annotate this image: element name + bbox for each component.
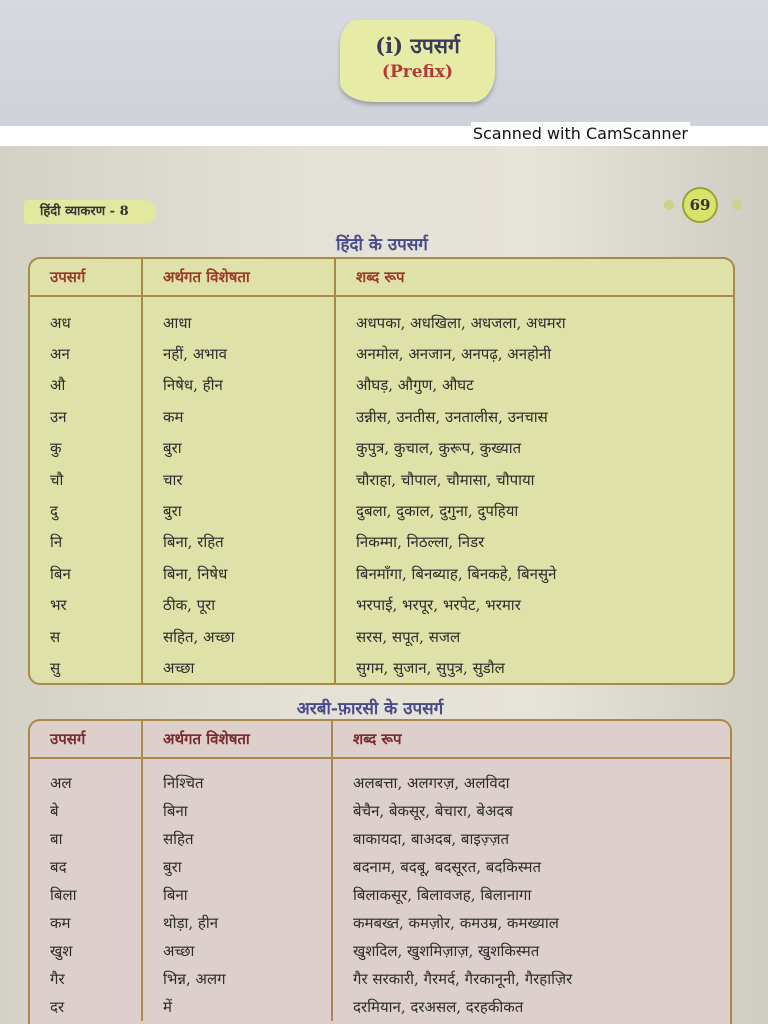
prefix-cell: दर: [50, 998, 65, 1016]
meaning-cell: निषेध, हीन: [142, 370, 335, 401]
table-row: [30, 993, 730, 1021]
prefix-cell: अन: [50, 345, 70, 364]
meaning-cell: भिन्न, अलग: [142, 965, 332, 993]
decorative-dot-icon: [732, 200, 742, 210]
meaning-cell: बिना, रहित: [142, 527, 335, 558]
meaning-cell: नहीं, अभाव: [142, 338, 335, 369]
words-cell: औघड़, औगुण, औघट: [335, 370, 733, 401]
table-header-row: [30, 259, 733, 296]
words-cell: निकम्मा, निठल्ला, निडर: [335, 527, 733, 558]
words-cell: अलबत्ता, अलगरज़, अलविदा: [332, 758, 730, 797]
words-cell: भरपाई, भरपूर, भरपेट, भरमार: [335, 590, 733, 621]
column-header-prefix: उपसर्ग: [30, 259, 142, 296]
prefix-cell: सु: [50, 658, 61, 677]
meaning-cell: बुरा: [142, 853, 332, 881]
table-row: [30, 909, 730, 937]
meaning-cell: बिना: [142, 797, 332, 825]
table-row: [30, 370, 733, 401]
prefix-cell: दु: [50, 502, 58, 521]
prefix-cell: चौ: [50, 470, 64, 489]
table-row: [30, 965, 730, 993]
prefix-cell: गैर: [50, 970, 65, 988]
meaning-cell: अच्छा: [142, 937, 332, 965]
table-row: [30, 652, 733, 683]
words-cell: बाकायदा, बाअदब, बाइज़्ज़त: [332, 825, 730, 853]
prefix-cell: भर: [50, 596, 67, 615]
words-cell: बेचैन, बेकसूर, बेचारा, बेअदब: [332, 797, 730, 825]
arabic-persian-prefix-table-title: अरबी-फ़ारसी के उपसर्ग: [296, 699, 444, 719]
prefix-heading-title: (i) उपसर्ग: [375, 33, 460, 58]
words-cell: सरस, सपूत, सजल: [335, 621, 733, 652]
scan-watermark-label: Scanned with CamScanner: [472, 124, 688, 143]
table-row: [30, 590, 733, 621]
meaning-cell: बुरा: [142, 433, 335, 464]
words-cell: बिनमाँगा, बिनब्याह, बिनकहे, बिनसुने: [335, 558, 733, 589]
table-row: [30, 495, 733, 526]
meaning-cell: निश्चित: [142, 758, 332, 797]
scan-watermark-bar: [0, 126, 768, 146]
table-row: [30, 296, 733, 338]
words-cell: बदनाम, बदबू, बदसूरत, बदकिस्मत: [332, 853, 730, 881]
table-row: [30, 401, 733, 432]
meaning-cell: चार: [142, 464, 335, 495]
prefix-cell: कम: [50, 914, 71, 932]
meaning-cell: ठीक, पूरा: [142, 590, 335, 621]
prefix-cell: बिन: [50, 564, 71, 583]
prefix-heading-subtitle: (Prefix): [381, 62, 454, 82]
meaning-cell: बुरा: [142, 495, 335, 526]
meaning-cell: थोड़ा, हीन: [142, 909, 332, 937]
prefix-cell: बे: [50, 802, 59, 820]
meaning-cell: सहित: [142, 825, 332, 853]
table-row: [30, 621, 733, 652]
prefix-heading-tag: [340, 20, 495, 102]
prefix-cell: अध: [50, 313, 71, 332]
column-header-prefix: उपसर्ग: [30, 721, 142, 758]
table-row: [30, 853, 730, 881]
words-cell: खुशदिल, खुशमिज़ाज़, खुशकिस्मत: [332, 937, 730, 965]
meaning-cell: आधा: [142, 296, 335, 338]
column-header-meaning: अर्थगत विशेषता: [142, 721, 332, 758]
prefix-cell: उन: [50, 407, 67, 426]
decorative-dot-icon: [664, 200, 674, 210]
arabic-persian-prefix-table: [28, 719, 732, 1024]
hindi-prefix-table-title: हिंदी के उपसर्ग: [336, 235, 428, 255]
prefix-cell: नि: [50, 533, 63, 552]
column-header-words: शब्द रूप: [332, 721, 730, 758]
table-row: [30, 433, 733, 464]
meaning-cell: कम: [142, 401, 335, 432]
meaning-cell: में: [142, 993, 332, 1021]
words-cell: गैर सरकारी, गैरमर्द, गैरकानूनी, गैरहाज़िर: [332, 965, 730, 993]
column-header-words: शब्द रूप: [335, 259, 733, 296]
table-row: [30, 758, 730, 797]
words-cell: अनमोल, अनजान, अनपढ़, अनहोनी: [335, 338, 733, 369]
words-cell: उन्नीस, उनतीस, उनतालीस, उनचास: [335, 401, 733, 432]
table-header-row: [30, 721, 730, 758]
table-row: [30, 825, 730, 853]
table-row: [30, 881, 730, 909]
prefix-cell: अल: [50, 774, 72, 792]
words-cell: कमबख्त, कमज़ोर, कमउम्र, कमख्याल: [332, 909, 730, 937]
words-cell: सुगम, सुजान, सुपुत्र, सुडौल: [335, 652, 733, 683]
column-header-meaning: अर्थगत विशेषता: [142, 259, 335, 296]
prefix-cell: खुश: [50, 942, 73, 960]
words-cell: कुपुत्र, कुचाल, कुरूप, कुख्यात: [335, 433, 733, 464]
table-row: [30, 797, 730, 825]
table-row: [30, 338, 733, 369]
hindi-prefix-table: [28, 257, 735, 685]
meaning-cell: बिना: [142, 881, 332, 909]
prefix-cell: बा: [50, 830, 63, 848]
words-cell: दरमियान, दरअसल, दरहकीकत: [332, 993, 730, 1021]
words-cell: चौराहा, चौपाल, चौमासा, चौपाया: [335, 464, 733, 495]
words-cell: दुबला, दुकाल, दुगुना, दुपहिया: [335, 495, 733, 526]
table-row: [30, 527, 733, 558]
meaning-cell: सहित, अच्छा: [142, 621, 335, 652]
book-page: [0, 146, 768, 1024]
prefix-cell: बद: [50, 858, 67, 876]
table-row: [30, 464, 733, 495]
page-number: 69: [682, 187, 718, 223]
meaning-cell: बिना, निषेध: [142, 558, 335, 589]
table-row: [30, 558, 733, 589]
words-cell: अधपका, अधखिला, अधजला, अधमरा: [335, 296, 733, 338]
page-number-badge: [664, 187, 744, 223]
prefix-cell: औ: [50, 376, 66, 395]
book-title-tag: हिंदी व्याकरण - 8: [24, 200, 156, 224]
prefix-cell: बिला: [50, 886, 77, 904]
table-row: [30, 937, 730, 965]
previous-page-fragment: [0, 0, 768, 126]
prefix-cell: स: [50, 627, 61, 646]
meaning-cell: अच्छा: [142, 652, 335, 683]
prefix-cell: कु: [50, 439, 62, 458]
words-cell: बिलाकसूर, बिलावजह, बिलानागा: [332, 881, 730, 909]
